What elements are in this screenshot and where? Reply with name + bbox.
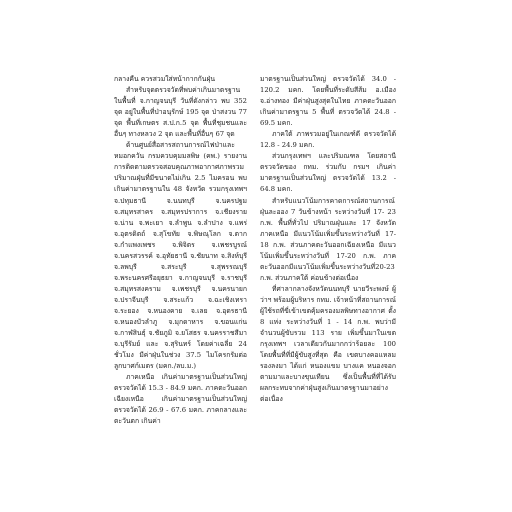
left-paragraph-2: สำหรับจุดตรวจวัดที่พบค่าเกินมาตรฐานในพื้นที่ จ.กาญจนบุรี วันที่ดังกล่าว พบ 352 จุด อยู่ในพื้นที่ป่าอนุรักษ์ 195 จุด ป่าสงวน 77 จุด พื้นที่เกษตร ส.ป.ก.5 จุด พื้นที่ชุมชนและอื่นๆ ทางหลวง 2 จุด และพื้นที่อื่นๆ 67 จุด [114,86,247,139]
right-paragraph-4: สำหรับแนวโน้มการคาดการณ์สถานการณ์ฝุ่นละออง 7 วันข้างหน้า ระหว่างวันที่ 17- 23 ก.พ. พื้นที่ทั่วไป ปริมาณฝุ่นและ 17 จังหวัดภาคเหนือ มีแนวโน้มเพิ่มขึ้นระหว่างวันที่ 17-18 ก.พ. ส่วนภาคตะวันออกเฉียงเหนือ มีแนวโน้มเพิ่มขึ้นระหว่างวันที่ 17-20 ก.พ. ภาคตะวันออกมีแนวโน้มเพิ่มขึ้นระหว่างวันที่20-23 ก.พ. ส่วนภาคใต้ ค่อนข้างต่อเนื่อง [260,196,396,282]
right-paragraph-5: ที่ศาลากลางจังหวัดนนทบุรี นายวีระพงษ์ ผู้ว่าฯ พร้อมผู้บริหาร กทม. เจ้าหน้าที่สถานการณ์ผู้ใช้รถที่ขี่เข้าเขตคุ้มครองมลพิษทางอากาศ ตั้ง 8 แห่ง ระหว่างวันที่ 1 - 14 ก.พ. พบว่ามีจำนวนผู้ขับรวม 113 ราย เพิ่มขึ้นมาในเขตกรุงเทพฯ เวลาเดียวกันมากกว่าร้อยละ 100 โดยพื้นที่ที่มีผู้ขับสูงที่สุด คือ เขตบางคอแหลม รองลงมา ได้แก่ หนองแขม บางแค หนองจอก ตามมาและบางขุนเทียน ซึ่งเป็นพื้นที่ที่ได้รับผลกระทบจากค่าฝุ่นสูงเกินมาตรฐานมาอย่างต่อเนื่อง [260,284,396,404]
left-column [114,74,247,428]
right-column [260,74,396,405]
right-paragraph-1: มาตรฐานเป็นส่วนใหญ่ ตรวจวัดได้ 34.0 - 120.2 มคก. โดยพื้นที่ระดับสีส้ม อ.เมือง จ.อ่างทอง มีค่าฝุ่นสูงสุดในไทย ภาคตะวันออกเกินค่ามาตรฐาน 5 พื้นที่ ตรวจวัดได้ 24.8 - 69.5 มคก. [260,75,396,128]
left-paragraph-1: กลางคืน ควรสวมใส่หน้ากากกันฝุ่น [114,75,216,83]
left-paragraph-4: ภาคเหนือ เกินค่ามาตรฐานเป็นส่วนใหญ่ ตรวจวัดได้ 15.3 - 84.9 มคก. ภาคตะวันออกเฉียงเหนือ เกินค่ามาตรฐานเป็นส่วนใหญ่ ตรวจวัดได้ 26.9 - 67.6 มคก. ภาคกลางและตะวันตก เกินค่า [114,373,247,426]
left-paragraph-3: ด้านศูนย์สื่อสารสถานการณ์ไฟป่าและหมอกควัน กรมควบคุมมลพิษ (คพ.) รายงานการติดตามตรวจสอบคุณภาพอากาศภาพรวมปริมาณฝุ่นที่มีขนาดไม่เกิน 2.5 ไมครอน พบเกินค่ามาตรฐานใน 48 จังหวัด รวมกรุงเทพฯ จ.ปทุมธานี จ.นนทบุรี จ.นครปฐม จ.สมุทรสาคร จ.สมุทรปราการ จ.เชียงราย จ.น่าน จ.พะเยา จ.ลำพูน จ.ลำปาง จ.แพร่ จ.อุตรดิตถ์ จ.สุโขทัย จ.พิษณุโลก จ.ตาก จ.กำแพงเพชร จ.พิจิตร จ.เพชรบูรณ์ จ.นครสวรรค์ จ.อุทัยธานี จ.ชัยนาท จ.สิงห์บุรี จ.ลพบุรี จ.สระบุรี จ.สุพรรณบุรี จ.พระนครศรีอยุธยา จ.กาญจนบุรี จ.ราชบุรี จ.สมุทรสงคราม จ.เพชรบุรี จ.นครนายก จ.ปราจีนบุรี จ.สระแก้ว จ.ฉะเชิงเทรา จ.ระยอง จ.หนองคาย จ.เลย จ.อุดรธานี จ.หนองบัวลำภู จ.มุกดาหาร จ.ขอนแก่น จ.กาฬสินธุ์ จ.ชัยภูมิ จ.ยโสธร จ.นครราชสีมา จ.บุรีรัมย์ และ จ.สุรินทร์ โดยค่าเฉลี่ย 24 ชั่วโมง มีค่าฝุ่นในช่วง 37.5 ไมโครกรัมต่อลูกบาศก์เมตร (มคก./ลบ.ม.) [114,141,247,371]
right-paragraph-3: ส่วนกรุงเทพฯ และปริมณฑล โดยสถานีตรวจวัดของ กทม. ร่วมกับ กรมฯ เกินค่ามาตรฐานเป็นส่วนใหญ่ ตรวจวัดได้ 13.2 - 64.8 มคก. [260,152,396,194]
right-paragraph-2: ภาคใต้ ภาพรวมอยู่ในเกณฑ์ดี ตรวจวัดได้ 12.8 - 24.9 มคก. [260,130,396,150]
